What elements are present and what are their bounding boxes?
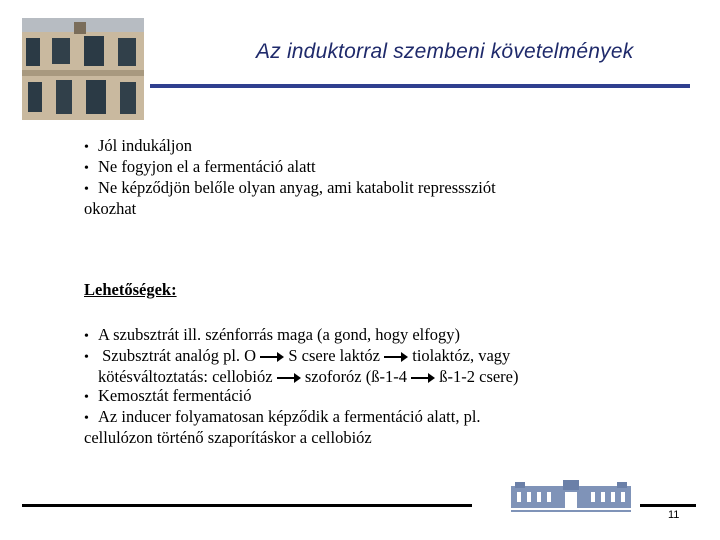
list-item xyxy=(84,346,519,367)
bullet-list-bottom xyxy=(84,325,519,447)
list-item-continuation: okozhat xyxy=(84,199,137,218)
list-item xyxy=(84,386,519,407)
right-arrow-icon xyxy=(384,352,408,362)
right-arrow-icon xyxy=(411,373,435,383)
list-item-text: tiolaktóz, vagy xyxy=(412,346,511,365)
list-item-text: Ne fogyjon el a fermentáció alatt xyxy=(98,157,316,176)
list-item-text: S csere laktóz xyxy=(288,346,380,365)
right-arrow-icon xyxy=(277,373,301,383)
list-item-continuation xyxy=(84,367,519,386)
list-item xyxy=(84,325,519,346)
list-item-text: Ne képződjön belőle olyan anyag, ami katabolit represssziót xyxy=(98,178,496,197)
list-item-text: Szubsztrát analóg pl. O xyxy=(102,346,257,365)
footer-rule-right xyxy=(640,504,696,507)
list-item-text: A szubsztrát ill. szénforrás maga (a gond, hogy elfogy) xyxy=(98,325,460,344)
bullet-list-top xyxy=(84,136,496,218)
section-heading: Lehetőségek: xyxy=(84,280,177,299)
page-number: 11 xyxy=(668,509,680,521)
list-item-text: szoforóz (ß-1-4 xyxy=(304,367,407,386)
list-item xyxy=(84,407,519,428)
list-item xyxy=(84,157,496,178)
list-item xyxy=(84,178,496,199)
list-item-text: ß-1-2 csere) xyxy=(439,367,519,386)
list-item-text: Az inducer folyamatosan képződik a fermentáció alatt, pl. xyxy=(98,407,481,426)
title-underline-rule xyxy=(150,84,690,88)
slide-title: Az induktorral szembeni követelmények xyxy=(256,40,634,63)
list-item-text: Jól indukáljon xyxy=(98,136,192,155)
list-item-text: kötésváltoztatás: cellobióz xyxy=(98,367,273,386)
footer-rule xyxy=(22,504,472,507)
list-item-text: Kemosztát fermentáció xyxy=(98,386,252,405)
right-arrow-icon xyxy=(260,352,284,362)
university-logo xyxy=(505,478,637,518)
list-item-continuation: cellulózon történő szaporításkor a cellobióz xyxy=(84,428,372,447)
list-item xyxy=(84,136,496,157)
building-photo xyxy=(22,18,144,120)
